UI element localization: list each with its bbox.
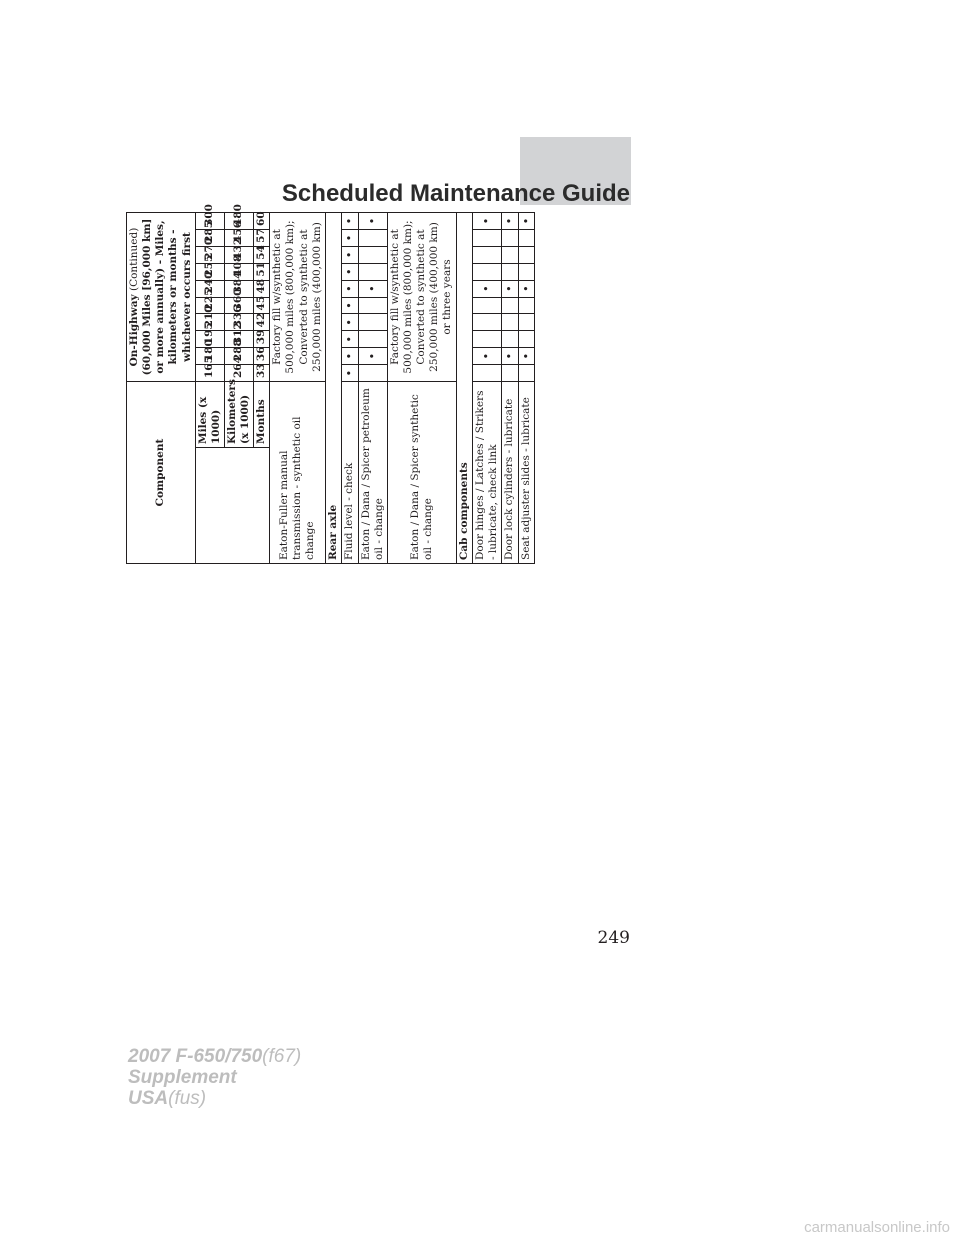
service-mark: • (341, 365, 358, 382)
service-mark: • (341, 246, 358, 263)
service-mark (501, 314, 518, 331)
miles-cell: 195 (195, 331, 224, 348)
service-mark (501, 263, 518, 280)
door-hinges-row-label: Door hinges / Latches / Strikers - lubricate, check link (472, 382, 501, 564)
km-cell: 432 (224, 246, 253, 263)
service-mark: • (501, 280, 518, 297)
fuller-row (270, 213, 326, 564)
km-cell: 408 (224, 263, 253, 280)
service-mark (518, 297, 535, 314)
miles-cell: 285 (195, 229, 224, 246)
footer (128, 1046, 301, 1109)
petroleum-row-label: Eaton / Dana / Spicer petroleum oil - change (358, 382, 387, 564)
service-mark: • (341, 213, 358, 230)
service-mark: • (341, 229, 358, 246)
watermark: carmanualsonline.info (804, 1219, 950, 1236)
cab-section (456, 213, 472, 564)
months-label: Months (254, 382, 270, 448)
service-mark (472, 314, 501, 331)
miles-cell: 210 (195, 314, 224, 331)
service-mark (518, 314, 535, 331)
months-cell: 51 (254, 263, 270, 280)
service-mark: • (341, 263, 358, 280)
miles-label: Miles (x 1000) (195, 382, 224, 448)
service-mark (501, 246, 518, 263)
synthetic-row (387, 213, 456, 564)
months-cell: 33 (254, 365, 270, 382)
km-cell: 312 (224, 331, 253, 348)
service-mark (472, 246, 501, 263)
footer-region-code: (fus) (168, 1088, 207, 1109)
months-cell: 57 (254, 229, 270, 246)
fluid-check-row (341, 213, 358, 564)
component-header: Component (127, 382, 196, 564)
service-mark: • (518, 213, 535, 230)
rear-axle-section (325, 213, 341, 564)
synthetic-label: Eaton / Dana / Spicer synthetic oil - change (387, 382, 456, 564)
miles-cell: 300 (195, 213, 224, 230)
service-mark (358, 246, 387, 263)
miles-cell: 165 (195, 365, 224, 382)
fuller-label: Eaton-Fuller manual transmission - synthetic oil change (270, 382, 326, 564)
service-mark (518, 263, 535, 280)
miles-row (195, 213, 224, 564)
service-mark (472, 365, 501, 382)
rear-axle-title: Rear axle (325, 213, 341, 564)
fluid-check-row-label: Fluid level - check (341, 382, 358, 564)
service-mark (501, 229, 518, 246)
service-mark (358, 331, 387, 348)
miles-cell: 240 (195, 280, 224, 297)
service-mark (518, 331, 535, 348)
service-mark: • (341, 314, 358, 331)
door-lock-row-label: Door lock cylinders - lubricate (501, 382, 518, 564)
service-mark: • (472, 213, 501, 230)
service-mark: • (501, 348, 518, 365)
km-label: Kilometers (x 1000) (224, 382, 253, 448)
km-cell: 480 (224, 213, 253, 230)
service-mark (501, 297, 518, 314)
seat-slides-row-label: Seat adjuster slides - lubricate (518, 382, 535, 564)
km-cell: 336 (224, 314, 253, 331)
footer-supplement: Supplement (128, 1067, 237, 1088)
petroleum-row (358, 213, 387, 564)
service-mark: • (472, 280, 501, 297)
program-continued: (Continued) (128, 227, 140, 292)
service-mark (358, 263, 387, 280)
km-cell: 264 (224, 365, 253, 382)
months-cell: 54 (254, 246, 270, 263)
service-mark: • (518, 280, 535, 297)
door-lock-row (501, 213, 518, 564)
service-mark: • (358, 213, 387, 230)
service-mark: • (518, 348, 535, 365)
km-cell: 456 (224, 229, 253, 246)
service-mark (472, 297, 501, 314)
page-header-title: Scheduled Maintenance Guide (281, 180, 630, 207)
service-mark: • (472, 348, 501, 365)
service-mark: • (358, 280, 387, 297)
maintenance-schedule-table (126, 204, 535, 564)
miles-cell: 270 (195, 246, 224, 263)
service-mark (358, 229, 387, 246)
program-header (127, 213, 196, 382)
service-mark (358, 365, 387, 382)
service-mark (472, 229, 501, 246)
footer-model: 2007 F-650/750 (128, 1046, 263, 1067)
service-mark (472, 263, 501, 280)
service-mark: • (341, 297, 358, 314)
months-cell: 45 (254, 297, 270, 314)
service-mark (518, 229, 535, 246)
program-subtitle: (60,000 Miles [96,000 km] or more annually) - Miles, kilometers or months - whichever occurs first (141, 218, 193, 376)
km-cell: 288 (224, 348, 253, 365)
service-mark (501, 365, 518, 382)
synthetic-note: Factory fill w/synthetic at 500,000 miles (800,000 km); Converted to synthetic at 250,000 miles (400,000 km) or three years (387, 213, 456, 382)
door-hinges-row (472, 213, 501, 564)
service-mark: • (341, 331, 358, 348)
service-mark (358, 314, 387, 331)
service-mark: • (341, 280, 358, 297)
page-number: 249 (597, 928, 630, 948)
miles-cell: 225 (195, 297, 224, 314)
months-cell: 42 (254, 314, 270, 331)
service-mark (472, 331, 501, 348)
maintenance-table-rotated (126, 204, 533, 564)
component-header-spacer (195, 448, 270, 564)
months-cell: 60 (254, 213, 270, 230)
months-cell: 36 (254, 348, 270, 365)
miles-cell: 255 (195, 263, 224, 280)
cab-title: Cab components (456, 213, 472, 564)
footer-region: USA (128, 1088, 169, 1109)
service-mark: • (358, 348, 387, 365)
km-cell: 360 (224, 297, 253, 314)
service-mark (358, 297, 387, 314)
footer-model-code: (f67) (262, 1046, 302, 1067)
service-mark (501, 331, 518, 348)
fuller-note: Factory fill w/synthetic at 500,000 miles (800,000 km); Converted to synthetic at 250,000 miles (400,000 km) (270, 213, 326, 382)
service-mark: • (341, 348, 358, 365)
seat-slides-row (518, 213, 535, 564)
program-title: On-Highway (128, 294, 140, 367)
service-mark (518, 365, 535, 382)
service-mark: • (501, 213, 518, 230)
months-cell: 39 (254, 331, 270, 348)
months-cell: 48 (254, 280, 270, 297)
service-mark (518, 246, 535, 263)
km-cell: 384 (224, 280, 253, 297)
miles-cell: 180 (195, 348, 224, 365)
